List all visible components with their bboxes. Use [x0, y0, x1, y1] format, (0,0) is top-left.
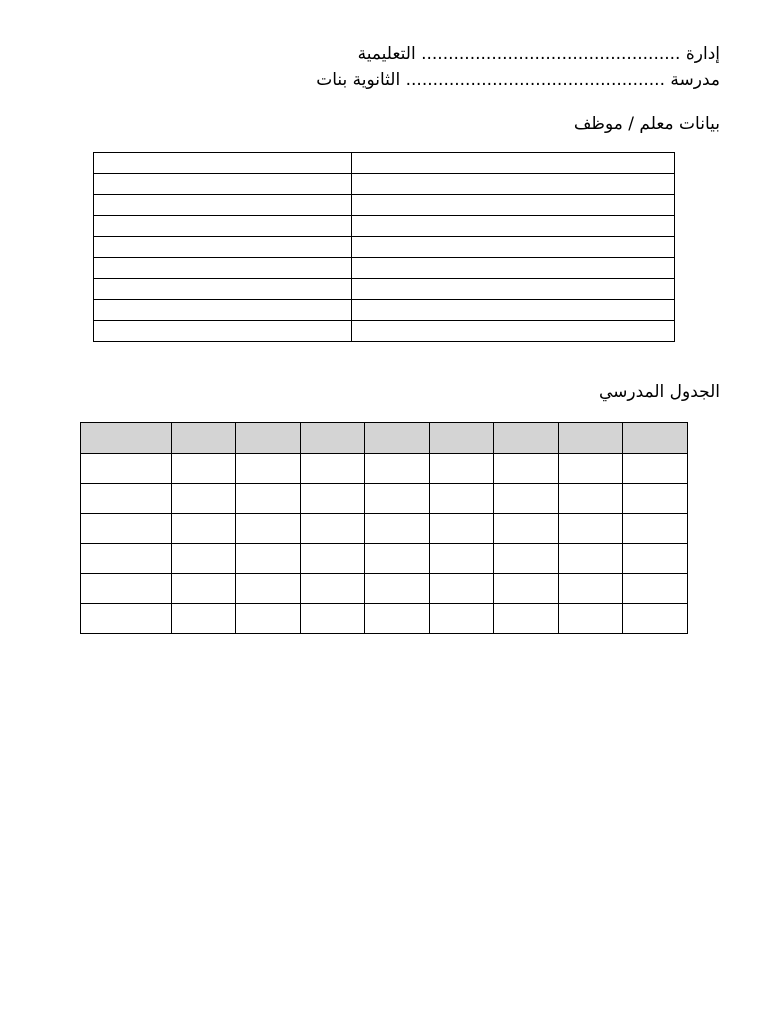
table-cell[interactable] — [430, 604, 494, 634]
table-header-cell[interactable] — [623, 423, 688, 454]
table-header-cell[interactable] — [172, 423, 236, 454]
table-cell[interactable] — [559, 514, 623, 544]
school-schedule-table — [80, 422, 688, 634]
table-row — [94, 279, 675, 300]
table-cell[interactable] — [81, 484, 172, 514]
table-cell[interactable] — [94, 153, 352, 174]
table-cell[interactable] — [365, 604, 430, 634]
table-cell[interactable] — [301, 454, 365, 484]
table-header-cell[interactable] — [430, 423, 494, 454]
table-cell[interactable] — [494, 604, 559, 634]
table-row — [81, 514, 688, 544]
table-cell[interactable] — [81, 574, 172, 604]
table-row — [81, 604, 688, 634]
table-cell[interactable] — [352, 174, 675, 195]
table-cell[interactable] — [236, 484, 301, 514]
table-row — [94, 258, 675, 279]
table-cell[interactable] — [81, 604, 172, 634]
table-cell[interactable] — [352, 237, 675, 258]
table-cell[interactable] — [430, 484, 494, 514]
table-cell[interactable] — [365, 514, 430, 544]
table-cell[interactable] — [430, 454, 494, 484]
table-cell[interactable] — [172, 604, 236, 634]
table-cell[interactable] — [623, 574, 688, 604]
table-cell[interactable] — [623, 544, 688, 574]
table-cell[interactable] — [559, 544, 623, 574]
table-header-cell[interactable] — [559, 423, 623, 454]
table-cell[interactable] — [559, 574, 623, 604]
table-cell[interactable] — [352, 153, 675, 174]
school-line: مدرسة ................................................ الثانوية بنات — [316, 70, 720, 90]
table-cell[interactable] — [81, 514, 172, 544]
table-row — [81, 544, 688, 574]
table-cell[interactable] — [172, 484, 236, 514]
table-cell[interactable] — [352, 300, 675, 321]
table-row — [81, 454, 688, 484]
table-cell[interactable] — [494, 484, 559, 514]
table-cell[interactable] — [81, 454, 172, 484]
table-header-cell[interactable] — [365, 423, 430, 454]
table-cell[interactable] — [301, 544, 365, 574]
table-cell[interactable] — [172, 574, 236, 604]
table-header-cell[interactable] — [301, 423, 365, 454]
table-row — [94, 174, 675, 195]
table-cell[interactable] — [301, 514, 365, 544]
table-cell[interactable] — [81, 544, 172, 574]
table-cell[interactable] — [352, 195, 675, 216]
table-row — [94, 321, 675, 342]
table-cell[interactable] — [172, 514, 236, 544]
staff-data-heading: بيانات معلم / موظف — [573, 114, 720, 134]
table-cell[interactable] — [494, 454, 559, 484]
table-cell[interactable] — [494, 544, 559, 574]
table-cell[interactable] — [623, 604, 688, 634]
table-row — [94, 300, 675, 321]
table-cell[interactable] — [301, 484, 365, 514]
table-cell[interactable] — [94, 174, 352, 195]
table-cell[interactable] — [365, 544, 430, 574]
table-header-cell[interactable] — [81, 423, 172, 454]
table-cell[interactable] — [365, 454, 430, 484]
table-cell[interactable] — [94, 237, 352, 258]
table-cell[interactable] — [430, 544, 494, 574]
table-cell[interactable] — [94, 258, 352, 279]
table-cell[interactable] — [365, 484, 430, 514]
table-cell[interactable] — [559, 454, 623, 484]
table-cell[interactable] — [94, 321, 352, 342]
table-cell[interactable] — [365, 574, 430, 604]
table-cell[interactable] — [172, 544, 236, 574]
table-cell[interactable] — [352, 321, 675, 342]
table-row — [94, 216, 675, 237]
table-cell[interactable] — [236, 604, 301, 634]
table-cell[interactable] — [623, 514, 688, 544]
table-header-cell[interactable] — [494, 423, 559, 454]
table-row — [94, 195, 675, 216]
table-cell[interactable] — [430, 574, 494, 604]
department-line: إدارة ................................................ التعليمية — [357, 44, 720, 64]
table-cell[interactable] — [236, 544, 301, 574]
table-cell[interactable] — [352, 258, 675, 279]
table-cell[interactable] — [623, 454, 688, 484]
table-row — [94, 237, 675, 258]
table-header-cell[interactable] — [236, 423, 301, 454]
table-cell[interactable] — [494, 574, 559, 604]
table-header-row — [81, 423, 688, 454]
table-cell[interactable] — [494, 514, 559, 544]
table-cell[interactable] — [352, 216, 675, 237]
table-cell[interactable] — [94, 195, 352, 216]
table-cell[interactable] — [623, 484, 688, 514]
table-cell[interactable] — [352, 279, 675, 300]
table-row — [81, 574, 688, 604]
table-cell[interactable] — [430, 514, 494, 544]
table-cell[interactable] — [236, 514, 301, 544]
table-cell[interactable] — [301, 604, 365, 634]
table-cell[interactable] — [94, 300, 352, 321]
table-cell[interactable] — [236, 574, 301, 604]
table-cell[interactable] — [94, 216, 352, 237]
table-cell[interactable] — [236, 454, 301, 484]
table-cell[interactable] — [559, 604, 623, 634]
table-cell[interactable] — [301, 574, 365, 604]
table-cell[interactable] — [172, 454, 236, 484]
table-row — [81, 484, 688, 514]
school-schedule-heading: الجدول المدرسي — [598, 382, 720, 402]
table-row — [94, 153, 675, 174]
table-cell[interactable] — [94, 279, 352, 300]
table-cell[interactable] — [559, 484, 623, 514]
staff-data-table — [93, 152, 675, 342]
